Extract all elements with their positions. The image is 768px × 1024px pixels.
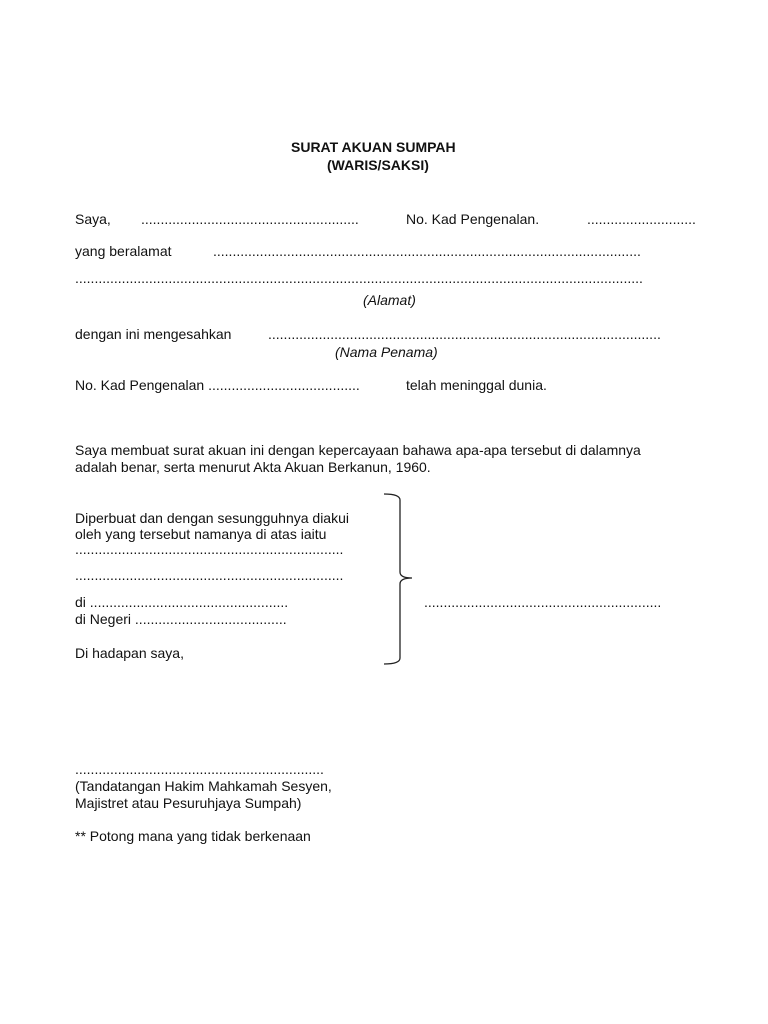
saya-label: Saya, [75,211,111,227]
sworn-text-line-2: oleh yang tersebut namanya di atas iaitu [75,526,327,542]
sworn-name-field-1[interactable]: ..................................................................... [75,541,344,557]
address-field-line-1[interactable]: .............................................................................................................. [213,243,641,259]
officer-title-line-1: (Tandatangan Hakim Mahkamah Sesyen, [75,778,332,794]
nominee-name-caption: (Nama Penama) [335,344,438,360]
address-caption: (Alamat) [363,292,416,308]
curly-brace [380,490,420,668]
before-me-text: Di hadapan saya, [75,645,184,661]
address-label: yang beralamat [75,243,172,259]
deceased-ic-field[interactable]: No. Kad Pengenalan ....................................... [75,377,360,393]
certify-label: dengan ini mengesahkan [75,326,232,342]
document-title: SURAT AKUAN SUMPAH [291,139,456,155]
officer-signature-field[interactable]: ................................................................ [75,761,324,777]
nominee-name-field[interactable]: ..................................................................................................... [268,326,661,342]
declaration-line-1: Saya membuat surat akuan ini dengan kepercayaan bahawa apa-apa tersebut di dalamnya [75,442,641,458]
sworn-place-field[interactable]: di ................................................... [75,594,289,610]
officer-title-line-2: Majistret atau Pesuruhjaya Sumpah) [75,795,302,811]
sworn-name-field-2[interactable]: ..................................................................... [75,567,344,583]
document-subtitle: (WARIS/SAKSI) [327,157,429,173]
declarant-ic-field[interactable]: ............................ [587,211,696,227]
declarant-name-field[interactable]: ........................................................ [141,211,359,227]
deceased-status-text: telah meninggal dunia. [406,377,547,393]
address-field-line-2[interactable]: .................................................................................................................................................. [75,270,643,286]
sworn-state-field[interactable]: di Negeri ....................................... [75,611,287,627]
declarant-signature-field[interactable]: ............................................................. [424,594,662,610]
declaration-line-2: adalah benar, serta menurut Akta Akuan Berkanun, 1960. [75,459,431,475]
sworn-text-line-1: Diperbuat dan dengan sesungguhnya diakui [75,510,349,526]
ic-number-label: No. Kad Pengenalan. [406,211,540,227]
footnote: ** Potong mana yang tidak berkenaan [75,828,311,844]
